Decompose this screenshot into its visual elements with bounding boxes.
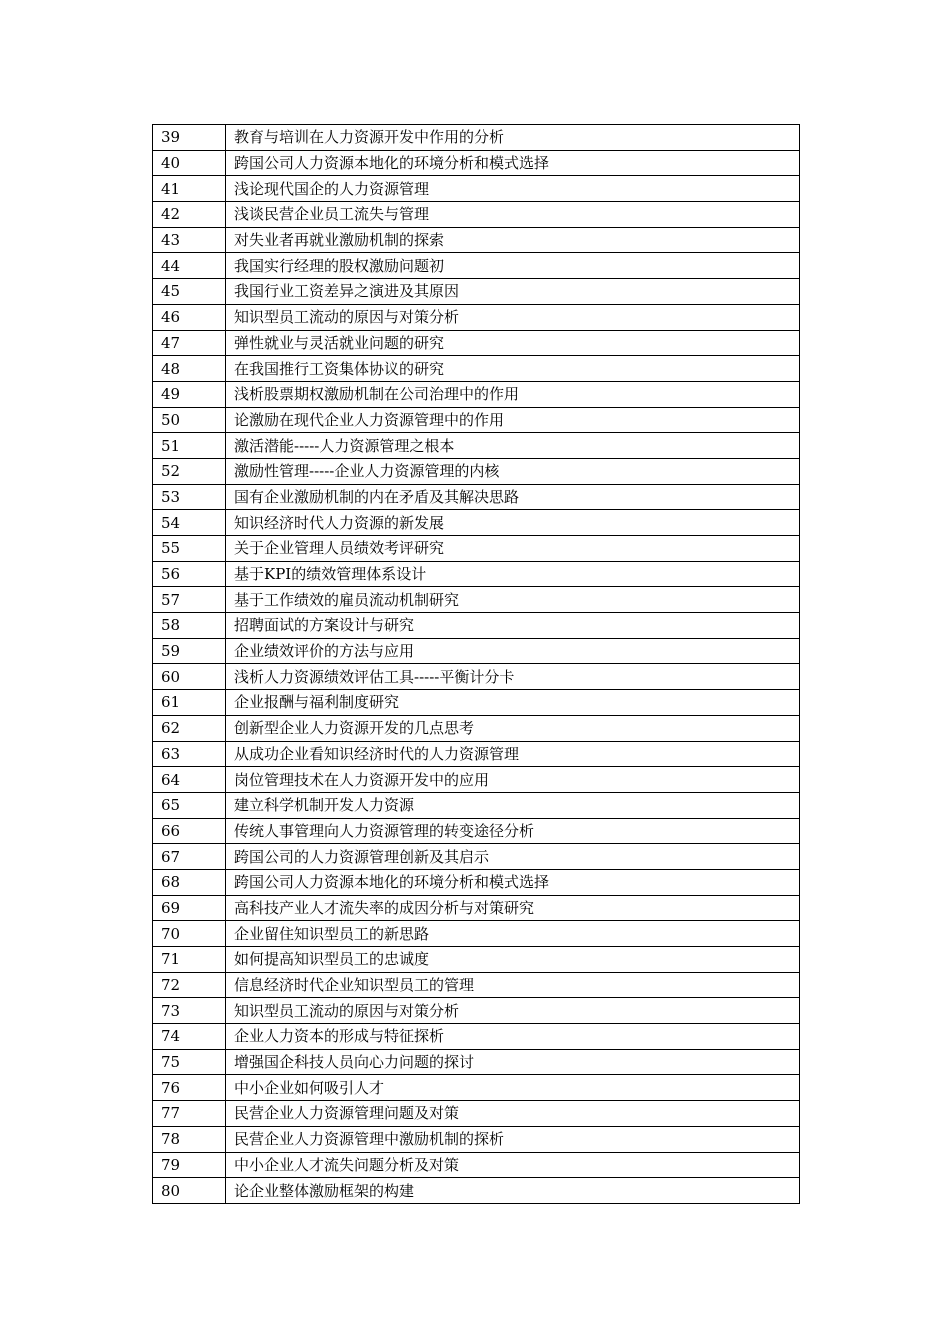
table-row: [153, 638, 800, 664]
topic-title: 激活潜能-----人力资源管理之根本: [226, 433, 800, 459]
table-row: [153, 253, 800, 279]
topic-title: 高科技产业人才流失率的成因分析与对策研究: [226, 895, 800, 921]
table-row: [153, 407, 800, 433]
table-row: [153, 921, 800, 947]
row-number: 44: [153, 253, 226, 279]
table-row: [153, 715, 800, 741]
row-number: 73: [153, 998, 226, 1024]
topic-title: 关于企业管理人员绩效考评研究: [226, 536, 800, 562]
topic-title: 如何提高知识型员工的忠诚度: [226, 947, 800, 973]
table-row: [153, 1024, 800, 1050]
topic-title: 我国实行经理的股权激励问题初: [226, 253, 800, 279]
topic-title: 国有企业激励机制的内在矛盾及其解决思路: [226, 484, 800, 510]
row-number: 59: [153, 638, 226, 664]
table-row: [153, 458, 800, 484]
row-number: 65: [153, 792, 226, 818]
row-number: 71: [153, 947, 226, 973]
topic-title: 企业报酬与福利制度研究: [226, 690, 800, 716]
row-number: 68: [153, 869, 226, 895]
row-number: 72: [153, 972, 226, 998]
table-row: [153, 767, 800, 793]
table-row: [153, 1049, 800, 1075]
row-number: 48: [153, 356, 226, 382]
table-row: [153, 1075, 800, 1101]
table-row: [153, 1178, 800, 1204]
topic-title: 知识型员工流动的原因与对策分析: [226, 998, 800, 1024]
topic-title: 知识型员工流动的原因与对策分析: [226, 304, 800, 330]
row-number: 64: [153, 767, 226, 793]
table-row: [153, 356, 800, 382]
row-number: 79: [153, 1152, 226, 1178]
row-number: 67: [153, 844, 226, 870]
topic-table: [152, 124, 800, 1204]
topic-title: 企业人力资本的形成与特征探析: [226, 1024, 800, 1050]
row-number: 66: [153, 818, 226, 844]
table-row: [153, 1152, 800, 1178]
topic-title: 浅论现代国企的人力资源管理: [226, 176, 800, 202]
row-number: 70: [153, 921, 226, 947]
topic-title: 企业绩效评价的方法与应用: [226, 638, 800, 664]
topic-title: 知识经济时代人力资源的新发展: [226, 510, 800, 536]
topic-title: 浅谈民营企业员工流失与管理: [226, 202, 800, 228]
topic-title: 对失业者再就业激励机制的探索: [226, 227, 800, 253]
table-row: [153, 895, 800, 921]
table-row: [153, 792, 800, 818]
table-row: [153, 972, 800, 998]
topic-title: 教育与培训在人力资源开发中作用的分析: [226, 125, 800, 151]
row-number: 40: [153, 150, 226, 176]
table-row: [153, 947, 800, 973]
topic-title: 岗位管理技术在人力资源开发中的应用: [226, 767, 800, 793]
table-row: [153, 844, 800, 870]
topic-title: 论企业整体激励框架的构建: [226, 1178, 800, 1204]
row-number: 43: [153, 227, 226, 253]
table-row: [153, 279, 800, 305]
row-number: 77: [153, 1101, 226, 1127]
topic-title: 在我国推行工资集体协议的研究: [226, 356, 800, 382]
row-number: 50: [153, 407, 226, 433]
table-row: [153, 613, 800, 639]
table-row: [153, 869, 800, 895]
row-number: 41: [153, 176, 226, 202]
topic-title: 浅析股票期权激励机制在公司治理中的作用: [226, 381, 800, 407]
table-row: [153, 818, 800, 844]
topic-title: 基于KPI的绩效管理体系设计: [226, 561, 800, 587]
table-row: [153, 176, 800, 202]
table-row: [153, 330, 800, 356]
topic-title: 弹性就业与灵活就业问题的研究: [226, 330, 800, 356]
row-number: 54: [153, 510, 226, 536]
row-number: 62: [153, 715, 226, 741]
row-number: 52: [153, 458, 226, 484]
row-number: 56: [153, 561, 226, 587]
topic-title: 民营企业人力资源管理中激励机制的探析: [226, 1126, 800, 1152]
table-row: [153, 433, 800, 459]
table-row: [153, 304, 800, 330]
topic-title: 创新型企业人力资源开发的几点思考: [226, 715, 800, 741]
topic-title: 企业留住知识型员工的新思路: [226, 921, 800, 947]
topic-table-body: [153, 125, 800, 1204]
table-row: [153, 690, 800, 716]
topic-title: 民营企业人力资源管理问题及对策: [226, 1101, 800, 1127]
table-row: [153, 587, 800, 613]
table-row: [153, 561, 800, 587]
row-number: 46: [153, 304, 226, 330]
topic-title: 浅析人力资源绩效评估工具-----平衡计分卡: [226, 664, 800, 690]
row-number: 45: [153, 279, 226, 305]
topic-title: 信息经济时代企业知识型员工的管理: [226, 972, 800, 998]
table-row: [153, 381, 800, 407]
topic-title: 论激励在现代企业人力资源管理中的作用: [226, 407, 800, 433]
row-number: 61: [153, 690, 226, 716]
topic-title: 传统人事管理向人力资源管理的转变途径分析: [226, 818, 800, 844]
row-number: 47: [153, 330, 226, 356]
row-number: 55: [153, 536, 226, 562]
table-row: [153, 125, 800, 151]
row-number: 60: [153, 664, 226, 690]
topic-title: 招聘面试的方案设计与研究: [226, 613, 800, 639]
row-number: 53: [153, 484, 226, 510]
topic-title: 激励性管理-----企业人力资源管理的内核: [226, 458, 800, 484]
table-row: [153, 227, 800, 253]
table-row: [153, 1126, 800, 1152]
topic-title: 跨国公司的人力资源管理创新及其启示: [226, 844, 800, 870]
row-number: 42: [153, 202, 226, 228]
row-number: 63: [153, 741, 226, 767]
topic-title: 跨国公司人力资源本地化的环境分析和模式选择: [226, 869, 800, 895]
row-number: 69: [153, 895, 226, 921]
topic-title: 跨国公司人力资源本地化的环境分析和模式选择: [226, 150, 800, 176]
topic-title: 从成功企业看知识经济时代的人力资源管理: [226, 741, 800, 767]
topic-title: 增强国企科技人员向心力问题的探讨: [226, 1049, 800, 1075]
row-number: 49: [153, 381, 226, 407]
table-row: [153, 150, 800, 176]
row-number: 75: [153, 1049, 226, 1075]
row-number: 58: [153, 613, 226, 639]
topic-title: 基于工作绩效的雇员流动机制研究: [226, 587, 800, 613]
table-row: [153, 1101, 800, 1127]
topic-title: 建立科学机制开发人力资源: [226, 792, 800, 818]
table-row: [153, 741, 800, 767]
row-number: 74: [153, 1024, 226, 1050]
row-number: 51: [153, 433, 226, 459]
row-number: 76: [153, 1075, 226, 1101]
topic-title: 我国行业工资差异之演进及其原因: [226, 279, 800, 305]
row-number: 80: [153, 1178, 226, 1204]
table-row: [153, 484, 800, 510]
table-row: [153, 664, 800, 690]
table-row: [153, 998, 800, 1024]
row-number: 57: [153, 587, 226, 613]
row-number: 39: [153, 125, 226, 151]
row-number: 78: [153, 1126, 226, 1152]
topic-title: 中小企业如何吸引人才: [226, 1075, 800, 1101]
table-row: [153, 536, 800, 562]
table-row: [153, 202, 800, 228]
topic-title: 中小企业人才流失问题分析及对策: [226, 1152, 800, 1178]
table-row: [153, 510, 800, 536]
